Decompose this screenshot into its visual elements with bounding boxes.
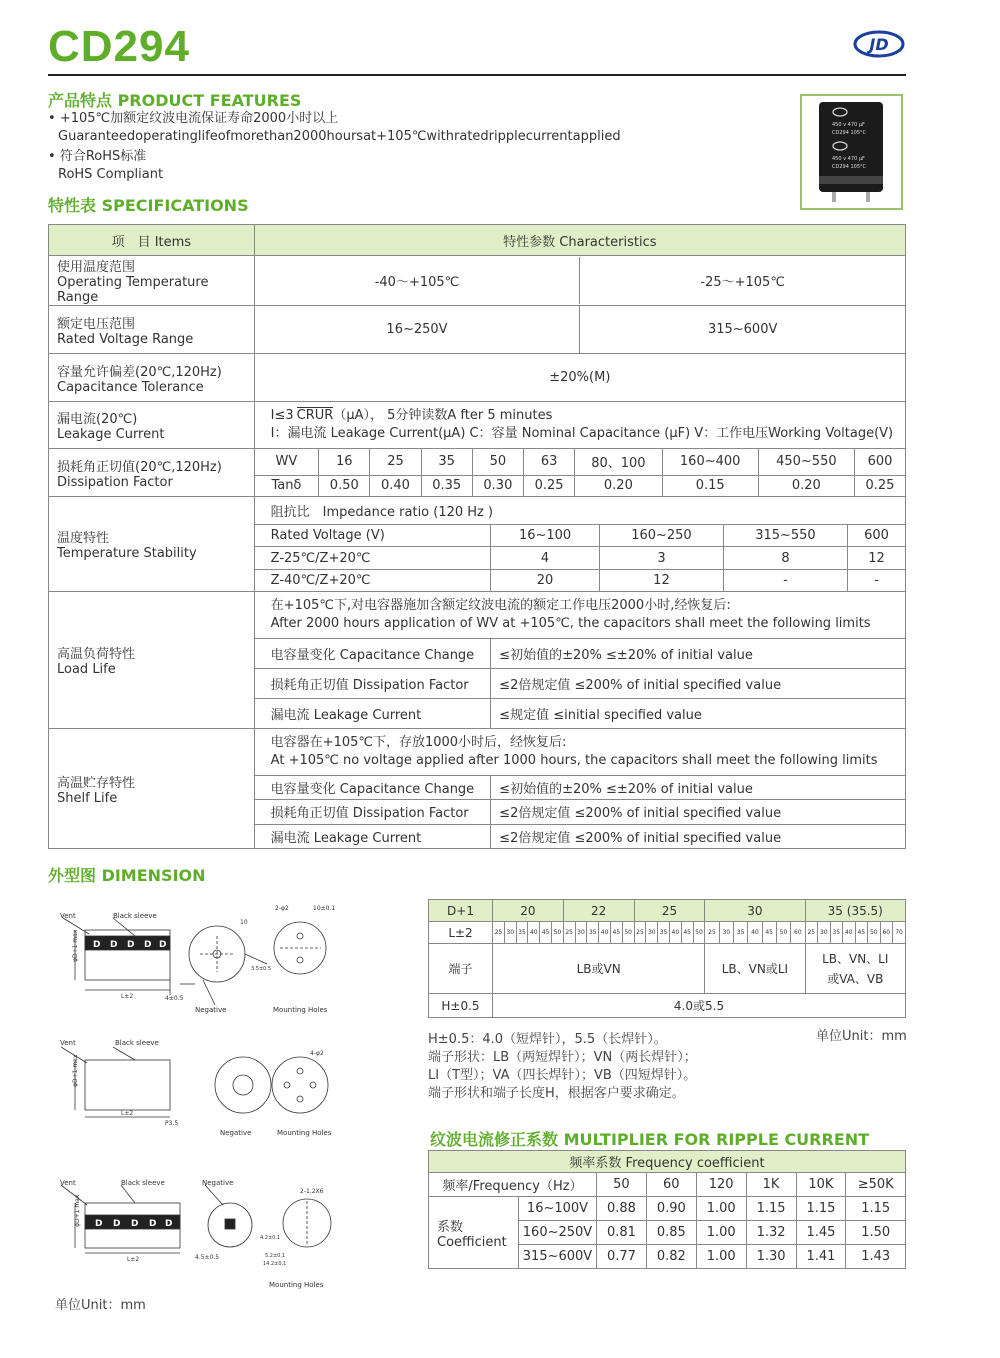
unit-label: 单位Unit：mm <box>816 1029 907 1044</box>
svg-text:Mounting Holes: Mounting Holes <box>269 1281 324 1289</box>
shelf-life-table: 电容器在+105℃下，存放1000小时后，经恢复后: At +105℃ no voltage applied after 1000 hours, the capacitors shall meet the following limits 电容量变化 Capacitance Change ≤初始值的±20% ≤±20% of initial value 损耗角正切值 Dissipation Factor ≤2倍规定值 ≤200% of initial specified value 漏电流 Leakage Current ≤2倍规定值 ≤200% of initial specified value <box>255 729 905 848</box>
svg-text:3.5±0.5: 3.5±0.5 <box>251 966 272 972</box>
feature-item: • 符合RoHS标准 <box>48 149 147 164</box>
svg-text:10: 10 <box>240 919 248 926</box>
svg-text:JD: JD <box>869 35 889 54</box>
specs-table <box>48 224 906 849</box>
svg-text:φD+1 max: φD+1 max <box>72 1054 79 1087</box>
svg-text:Black sleeve: Black sleeve <box>113 912 157 920</box>
dimension-heading: 外型图 DIMENSION <box>48 866 206 885</box>
svg-text:Negative: Negative <box>202 1179 234 1187</box>
col-characteristics: 特性参数 Characteristics <box>254 225 905 256</box>
svg-text:5.2±0.1: 5.2±0.1 <box>265 1253 286 1259</box>
svg-text:D: D <box>113 1219 121 1229</box>
df-label: 损耗角正切值(20℃,120Hz) Dissipation Factor <box>49 449 255 497</box>
length-row: L±2 25 30 35 40 45 50 25 30 35 40 45 50 25 30 35 40 45 50 25 30 35 40 45 50 60 25 30 35 40 45 50 60 70 <box>429 922 906 944</box>
features-heading: 产品特点 PRODUCT FEATURES <box>48 91 302 110</box>
svg-text:Mounting Holes: Mounting Holes <box>277 1129 332 1137</box>
svg-text:D: D <box>93 940 101 950</box>
dimension-drawing-1 <box>55 900 365 1020</box>
shelf-life-label: 高温贮存特性 Shelf Life <box>49 729 255 849</box>
svg-text:4±0.5: 4±0.5 <box>165 995 184 1002</box>
svg-text:450 v 470 μF: 450 v 470 μF <box>832 122 865 128</box>
svg-text:Mounting Holes: Mounting Holes <box>273 1006 328 1014</box>
svg-text:L±2: L±2 <box>127 1256 140 1263</box>
svg-text:L±2: L±2 <box>121 993 134 1000</box>
svg-text:D: D <box>110 940 118 950</box>
temp-range-value: -25～+105℃ <box>700 275 785 290</box>
svg-text:D: D <box>149 1219 157 1229</box>
svg-text:4-φ2: 4-φ2 <box>310 1050 324 1057</box>
cap-tol-label: 容量允许偏差(20℃,120Hz) Capacitance Tolerance <box>49 354 255 402</box>
feature-item-en: RoHS Compliant <box>58 167 164 182</box>
svg-text:φD+1 max: φD+1 max <box>74 1194 81 1227</box>
svg-text:14.2±0.1: 14.2±0.1 <box>263 1261 287 1267</box>
feature-list <box>48 110 621 184</box>
ripple-table: 频率系数 Frequency coefficient 频率/Frequency（Hz） 50 60 120 1K 10K ≥50K 系数 Coefficient 16~100V 0.88 0.90 1.00 1.15 1.15 1.15 160~250V 0.81 0.85 1.00 1.32 1.45 1.50 315~600V 0.77 0.82 1.00 1.30 1.41 1.43 <box>428 1150 906 1269</box>
unit-label-bottom: 单位Unit：mm <box>55 1298 146 1313</box>
dimension-drawing-2 <box>55 1035 365 1145</box>
feature-item-en: Guaranteedoperatinglifeofmorethan2000hoursat+105℃withratedripplecurrentapplied <box>58 129 621 144</box>
cap-tol-value: ±20%(M) <box>254 354 905 402</box>
svg-text:CD294 105°C: CD294 105°C <box>832 164 867 170</box>
svg-text:Vent: Vent <box>60 1039 76 1047</box>
svg-text:4.5±0.5: 4.5±0.5 <box>195 1254 220 1261</box>
leakage-value: I≤3 CRUR（μA）， 5分钟读数A fter 5 minutes I：漏电流 Leakage Current(μA) C：容量 Nominal Capacitance (μF) V：工作电压Working Voltage(V) <box>254 402 905 449</box>
svg-text:2-1.2X6: 2-1.2X6 <box>300 1188 324 1195</box>
temp-stab-label: 温度特性 Temperature Stability <box>49 497 255 592</box>
svg-text:4.2±0.1: 4.2±0.1 <box>260 1235 281 1241</box>
svg-text:D: D <box>159 940 167 950</box>
model-title: CD294 <box>48 22 190 71</box>
load-life-label: 高温负荷特性 Load Life <box>49 592 255 729</box>
dimension-drawing-3 <box>55 1175 365 1290</box>
svg-text:10±0.1: 10±0.1 <box>313 905 336 912</box>
voltage-range-value: 315~600V <box>707 322 778 337</box>
svg-text:D: D <box>165 1219 173 1229</box>
temp-range-value: -40～+105℃ <box>255 257 580 304</box>
header-rule <box>48 74 906 76</box>
svg-text:D: D <box>95 1219 103 1229</box>
leakage-label: 漏电流(20℃) Leakage Current <box>49 402 255 449</box>
dimension-table: D+1 20 22 25 30 35 (35.5) L±2 25 30 35 40 45 50 25 30 35 40 45 50 25 30 35 40 45 50 25 30 35 40 45 50 60 25 30 35 40 45 50 60 70 端子 LB或VN LB、VN或LI LB、VN、LI 或VA、VB H±0.5 4.0或5.5 <box>428 899 906 1018</box>
load-life-table: 在+105℃下,对电容器施加含额定纹波电流的额定工作电压2000小时,经恢复后: After 2000 hours application of WV at +105℃, the capacitors shall meet the following limits 电容量变化 Capacitance Change ≤初始值的±20% ≤±20% of initial value 损耗角正切值 Dissipation Factor ≤2倍规定值 ≤200% of initial specified value 漏电流 Leakage Current ≤规定值 ≤initial specified value <box>255 592 905 728</box>
temp-range-label: 使用温度范围 Operating Temperature Range <box>49 256 255 306</box>
svg-text:Vent: Vent <box>60 1179 76 1187</box>
svg-text:P3.5: P3.5 <box>165 1120 179 1127</box>
svg-text:Black sleeve: Black sleeve <box>115 1039 159 1047</box>
svg-text:Vent: Vent <box>60 912 76 920</box>
temp-stab-table: 阻抗比 Impedance ratio (120 Hz ) Rated Voltage (V) 16~100 160~250 315~550 600 Z-25℃/Z+20℃ 4 3 8 12 Z-40℃/Z+20℃ 20 12 - - <box>255 497 905 591</box>
df-table: WV 16 25 35 50 63 80、100 160~400 450~550 600 Tanδ 0.50 0.40 0.35 0.30 0.25 0.20 0.15 0.20 0.25 <box>255 449 905 496</box>
svg-text:Black sleeve: Black sleeve <box>121 1179 165 1187</box>
svg-text:φD+1 max: φD+1 max <box>72 929 79 962</box>
brand-logo <box>853 30 905 58</box>
svg-text:Negative: Negative <box>220 1129 252 1137</box>
voltage-range-label: 额定电压范围 Rated Voltage Range <box>49 306 255 354</box>
dimension-notes: H±0.5：4.0（短焊针），5.5（长焊针）。 端子形状：LB（两短焊针）；VN（两长焊针）； LI（T型）；VA（四长焊针）；VB（四短焊针）。 端子形状和端子长度H，根据客户要求确定。 <box>428 1032 697 1101</box>
product-photo <box>800 94 903 210</box>
specs-heading: 特性表 SPECIFICATIONS <box>48 196 249 215</box>
svg-text:D: D <box>131 1219 139 1229</box>
svg-text:D: D <box>144 940 152 950</box>
svg-text:2-φ2: 2-φ2 <box>275 905 289 912</box>
svg-text:D: D <box>127 940 135 950</box>
svg-text:450 v 470 μF: 450 v 470 μF <box>832 156 865 162</box>
ripple-heading: 纹波电流修正系数 MULTIPLIER FOR RIPPLE CURRENT <box>430 1130 870 1149</box>
svg-text:Negative: Negative <box>195 1006 227 1014</box>
svg-text:CD294 105°C: CD294 105°C <box>832 130 867 136</box>
feature-item: • +105℃加额定纹波电流保证寿命2000小时以上 <box>48 111 339 126</box>
col-items: 项 目 Items <box>49 225 255 256</box>
voltage-range-value: 16~250V <box>255 306 580 353</box>
svg-text:L±2: L±2 <box>121 1110 134 1117</box>
